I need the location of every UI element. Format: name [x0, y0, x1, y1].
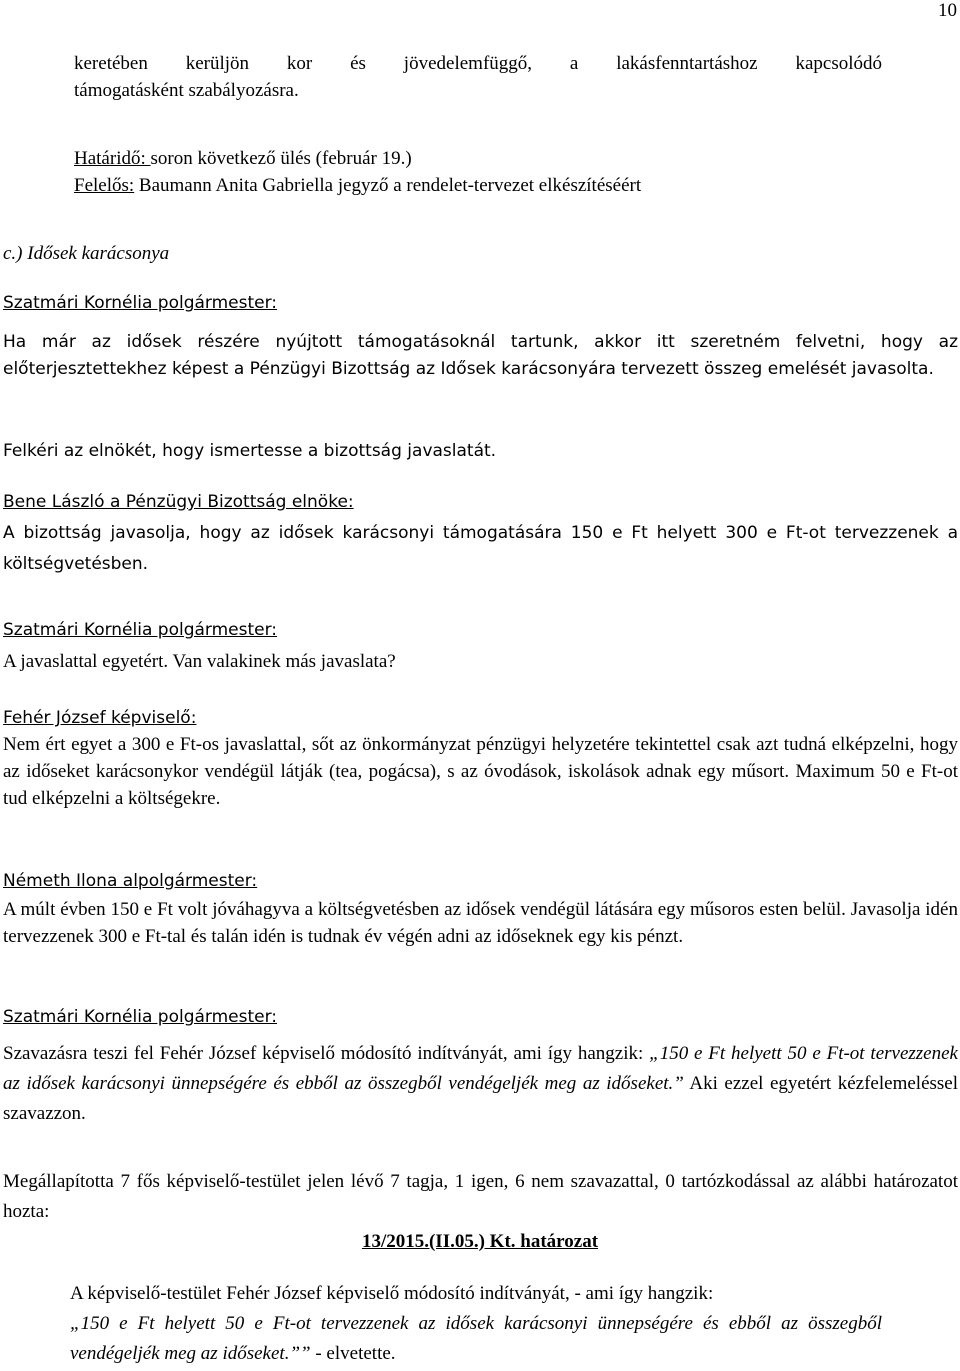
speaker-heading: Szatmári Kornélia polgármester:	[3, 293, 278, 313]
speaker-heading: Bene László a Pénzügyi Bizottság elnöke:	[3, 492, 354, 512]
speaker-heading: Németh Ilona alpolgármester:	[3, 871, 258, 891]
paragraph: A bizottság javasolja, hogy az idősek karácsonyi támogatására 150 e Ft helyett 300 e Ft-ot tervezzenek a költségvetésben.	[3, 523, 958, 574]
resolution-quote: „150 e Ft helyett 50 e Ft-ot tervezzenek az idősek karácsonyi ünnepségére és ebből az összegből vendégeljék meg az időseket.”	[70, 1313, 882, 1364]
deadline-text: soron következő ülés (február 19.)	[150, 148, 412, 169]
vote-motion-paragraph	[3, 1039, 958, 1129]
speaker-heading: Szatmári Kornélia polgármester:	[3, 1007, 278, 1027]
deadline-label: Határidő:	[74, 148, 151, 169]
deadline-block	[74, 145, 934, 199]
paragraph: Ha már az idősek részére nyújtott támogatásoknál tartunk, akkor itt szeretném felvetni, hogy az előterjesztettekhez képest a Pénzügyi Bizottság az Idősek karácsonyára tervezett összeg emelését javasolta.	[3, 332, 958, 379]
paragraph: A javaslattal egyetért. Van valakinek más javaslata?	[3, 651, 396, 672]
resolution-quote-paragraph	[70, 1309, 882, 1369]
paragraph: Felkéri az elnökét, hogy ismertesse a bizottság javaslatát.	[3, 441, 497, 461]
deadline-line	[74, 145, 934, 172]
responsible-text: Baumann Anita Gabriella jegyző a rendelet-tervezet elkészítéséért	[134, 175, 642, 196]
resolution-line-1: A képviselő-testület Fehér József képviselő módosító indítványát, - ami így hangzik:	[70, 1283, 714, 1304]
motion-start: Szavazásra teszi fel Fehér József képviselő módosító indítványát, ami így hangzik:	[3, 1043, 650, 1064]
page-number: 10	[938, 0, 957, 21]
intro-paragraph	[74, 50, 882, 104]
intro-line-2: támogatásként szabályozásra.	[74, 80, 299, 101]
motion-end: Aki ezzel egyetért kézfelemeléssel szavazzon.	[3, 1073, 958, 1124]
resolution-title: 13/2015.(II.05.) Kt. határozat	[361, 1231, 599, 1252]
vote-result-paragraph: Megállapította 7 fős képviselő-testület jelen lévő 7 tagja, 1 igen, 6 nem szavazattal, 0 tartózkodással az alábbi határozatot hozta:	[3, 1171, 958, 1222]
resolution-end: - elvetette.	[310, 1343, 396, 1364]
responsible-line	[74, 172, 934, 199]
resolution-quote-close: ”	[300, 1343, 311, 1364]
speaker-heading: Fehér József képviselő:	[3, 708, 197, 728]
paragraph: Nem ért egyet a 300 e Ft-os javaslattal, sőt az önkormányzat pénzügyi helyzetére tekintettel csak azt tudná elképzelni, hogy az időseket karácsonykor vendégül látják (tea, pogácsa), s az óvodások, iskolások adnak egy műsort. Maximum 50 e Ft-ot tud elképzelni a költségekre.	[3, 734, 958, 809]
paragraph: A múlt évben 150 e Ft volt jóváhagyva a költségvetésben az idősek vendégül látására egy műsoros esten belül. Javasolja idén tervezzenek 300 e Ft-tal és talán idén is tudnak év végén adni az időseknek egy kis pénzt.	[3, 899, 958, 947]
intro-line-1: keretében kerüljön kor és jövedelemfüggő, a lakásfenntartáshoz kapcsolódó	[74, 53, 882, 74]
motion-quote: „150 e Ft helyett 50 e Ft-ot tervezzenek az idősek karácsonyi ünnepségére és ebből az összegből vendégeljék meg az időseket.”	[3, 1043, 958, 1094]
responsible-label: Felelős:	[74, 175, 135, 196]
resolution-text	[70, 1279, 882, 1369]
speaker-heading: Szatmári Kornélia polgármester:	[3, 620, 278, 640]
section-heading: c.) Idősek karácsonya	[3, 243, 170, 264]
